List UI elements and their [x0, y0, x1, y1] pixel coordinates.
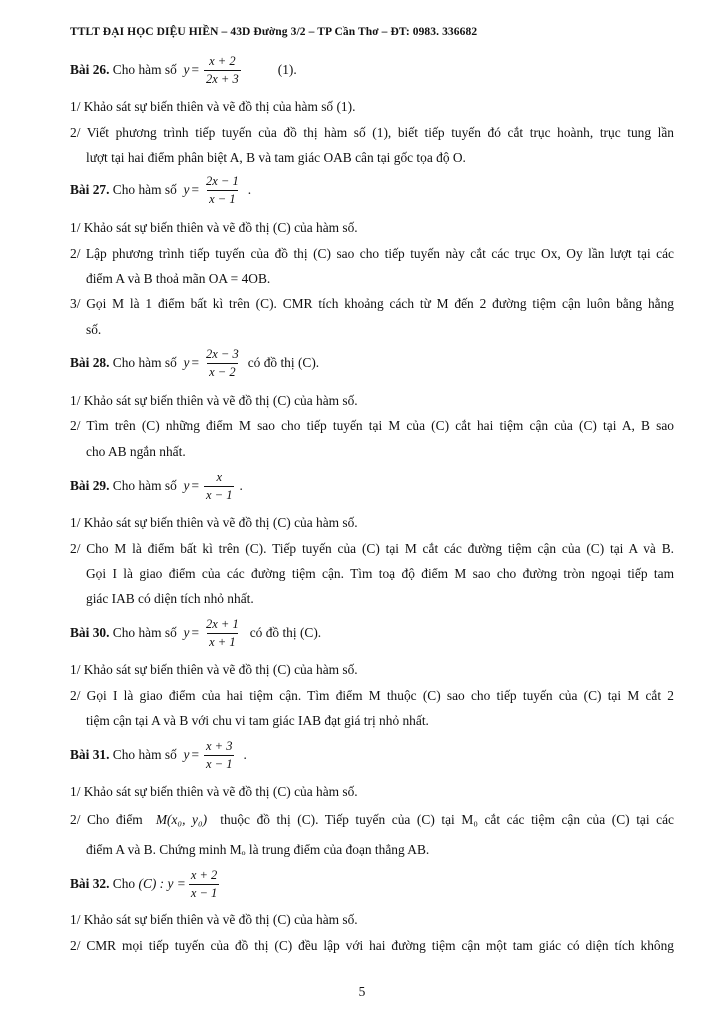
page-header: TTLT ĐẠI HỌC DIỆU HIỀN – 43D Đường 3/2 – TP Cần Thơ – ĐT: 0983. 336682	[70, 26, 478, 38]
fraction: $\frac{2x - 3}{x - 2}$	[206, 346, 239, 379]
problem-29-part-2: 2/ Cho M là điểm bất kì trên (C). Tiếp tuyến của (C) tại M cắt các đường tiệm cận của (C) tại A và B.	[70, 541, 674, 556]
fraction: $\frac{x}{x - 1}$	[206, 469, 233, 502]
problem-26-part-2: 2/ Viết phương trình tiếp tuyến của đồ thị hàm số (1), biết tiếp tuyến đó cắt trục hoành, trục tung lần	[70, 125, 674, 140]
problem-31-part-1: 1/ Khảo sát sự biến thiên và vẽ đồ thị (C) của hàm số.	[70, 784, 358, 799]
fraction: $\frac{2x + 1}{x + 1}$	[206, 616, 239, 649]
problem-28-part-2-cont: cho AB ngắn nhất.	[86, 444, 186, 459]
problem-27-title: Bài 27. Cho hàm số y = $\frac{2x - 1}{x - 1}$ .	[70, 173, 252, 206]
problem-32-title: Bài 32. Cho (C) : y = $\frac{x + 2}{x - 1}$	[70, 867, 218, 900]
problem-27-part-2: 2/ Lập phương trình tiếp tuyến của đồ thị (C) sao cho tiếp tuyến này cắt các trục Ox, Oy lần lượt tại các	[70, 246, 674, 261]
problem-28-title: Bài 28. Cho hàm số y = $\frac{2x - 3}{x - 2}$ có đồ thị (C).	[70, 346, 320, 379]
problem-31-part-2: 2/ Cho điểm M(x₀, y₀) thuộc đồ thị (C). Tiếp tuyến của (C) tại M₀ cắt các tiệm cận của (C) tại các	[70, 812, 675, 827]
problem-32-part-1: 1/ Khảo sát sự biến thiên và vẽ đồ thị (C) của hàm số.	[70, 912, 358, 927]
problem-28-part-2: 2/ Tìm trên (C) những điểm M sao cho tiếp tuyến tại M của (C) cắt hai tiệm cận của (C) tại A, B sao	[70, 418, 674, 433]
problem-26-title: Bài 26. Cho hàm số y = $\frac{x + 2}{2x + 3}$ (1).	[70, 53, 297, 86]
problem-26-part-1: 1/ Khảo sát sự biến thiên và vẽ đồ thị của hàm số (1).	[70, 99, 356, 114]
problem-27-part-1: 1/ Khảo sát sự biến thiên và vẽ đồ thị (C) của hàm số.	[70, 220, 358, 235]
problem-31-title: Bài 31. Cho hàm số y = $\frac{x + 3}{x - 1}$ .	[70, 738, 247, 771]
problem-27-part-2-cont: điểm A và B thoả mãn OA = 4OB.	[86, 271, 271, 286]
problem-30-part-2-cont: tiệm cận tại A và B với chu vi tam giác IAB đạt giá trị nhỏ nhất.	[86, 713, 429, 728]
fraction: $\frac{2x - 1}{x - 1}$	[206, 173, 239, 206]
problem-32-part-2: 2/ CMR mọi tiếp tuyến của đồ thị (C) đều lập với hai đường tiệm cận một tam giác có diện tích không	[70, 938, 674, 953]
problem-29-title: Bài 29. Cho hàm số y = $\frac{x}{x - 1}$ .	[70, 469, 243, 502]
problem-30-title: Bài 30. Cho hàm số y = $\frac{2x + 1}{x + 1}$ có đồ thị (C).	[70, 616, 322, 649]
problem-29-part-2-cont-2: giác IAB có diện tích nhỏ nhất.	[86, 591, 254, 606]
problem-29-part-2-cont: Gọi I là giao điểm của các đường tiệm cận. Tìm toạ độ điểm M sao cho đường tròn ngoại tiếp tam	[86, 566, 674, 581]
point-m-math: M(x₀, y₀)	[155, 812, 208, 827]
problem-27-part-3-cont: số.	[86, 322, 102, 337]
problem-28-part-1: 1/ Khảo sát sự biến thiên và vẽ đồ thị (C) của hàm số.	[70, 393, 358, 408]
problem-label: Bài 29.	[70, 478, 110, 493]
fraction: $\frac{x + 2}{x - 1}$	[190, 867, 218, 900]
problem-29-part-1: 1/ Khảo sát sự biến thiên và vẽ đồ thị (C) của hàm số.	[70, 515, 358, 530]
problem-label: Bài 26.	[70, 62, 110, 77]
page-number: 5	[358, 984, 366, 999]
problem-30-part-1: 1/ Khảo sát sự biến thiên và vẽ đồ thị (C) của hàm số.	[70, 662, 358, 677]
problem-label: Bài 31.	[70, 747, 110, 762]
problem-27-part-3: 3/ Gọi M là 1 điểm bất kì trên (C). CMR tích khoảng cách từ M đến 2 đường tiệm cận luôn bằng hằng	[70, 296, 674, 311]
problem-label: Bài 30.	[70, 625, 110, 640]
fraction: $\frac{x + 2}{2x + 3}$	[206, 53, 239, 86]
problem-label: Bài 28.	[70, 355, 110, 370]
problem-26-part-2-cont: lượt tại hai điểm phân biệt A, B và tam giác OAB cân tại gốc tọa độ O.	[86, 150, 466, 165]
fraction: $\frac{x + 3}{x - 1}$	[206, 738, 233, 771]
problem-label: Bài 32.	[70, 876, 110, 891]
problem-31-part-2-cont: điểm A và B. Chứng minh Mₒ là trung điểm của đoạn thẳng AB.	[86, 842, 430, 857]
problem-label: Bài 27.	[70, 182, 110, 197]
problem-30-part-2: 2/ Gọi I là giao điểm của hai tiệm cận. Tìm điểm M thuộc (C) sao cho tiếp tuyến của (C) tại M cắt 2	[70, 688, 674, 703]
